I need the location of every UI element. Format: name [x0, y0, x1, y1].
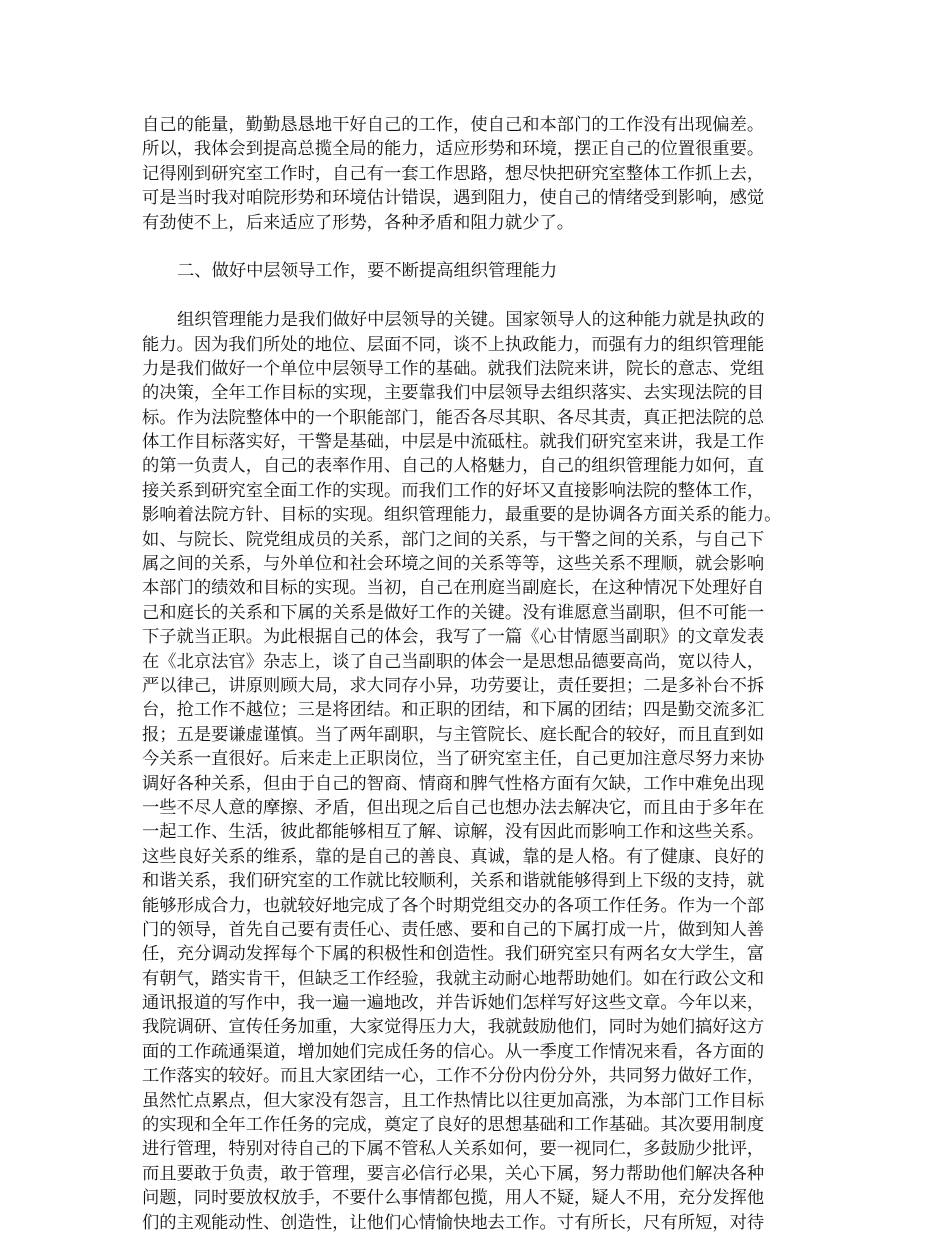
- text-line: 接关系到研究室全面工作的实现。而我们工作的好坏又直接影响法院的整体工作，: [142, 480, 765, 501]
- paragraph-gap: [142, 235, 824, 259]
- paragraph-2: [142, 308, 824, 1235]
- text-line: 进行管理，特别对待自己的下属不管私人关系如何，要一视同仁，多鼓励少批评，: [142, 1139, 765, 1160]
- text-line: 而且要敢于负责，敢于管理，要言必信行必果，关心下属，努力帮助他们解决各种: [142, 1163, 765, 1184]
- text-line: 在《北京法官》杂志上，谈了自己当副职的体会一是思想品德要高尚，宽以待人，: [142, 651, 765, 672]
- text-line: 报；五是要谦虚谨慎。当了两年副职，与主管院长、庭长配合的较好，而且直到如: [142, 724, 765, 745]
- text-line: 任，充分调动发挥每个下属的积极性和创造性。我们研究室只有两名女大学生，富: [142, 944, 765, 965]
- text-line: 通讯报道的写作中，我一遍一遍地改，并告诉她们怎样写好这些文章。今年以来，: [142, 993, 765, 1014]
- text-line: 门的领导，首先自己要有责任心、责任感、要和自己的下属打成一片，做到知人善: [142, 919, 765, 940]
- text-line: 和谐关系，我们研究室的工作就比较顺利，关系和谐就能够得到上下级的支持，就: [142, 871, 765, 892]
- text-line: 体工作目标落实好，干警是基础，中层是中流砥柱。就我们研究室来讲，我是工作: [142, 432, 765, 453]
- text-line: 今关系一直很好。后来走上正职岗位，当了研究室主任，自己更加注意尽努力来协: [142, 749, 765, 770]
- text-line: 组织管理能力是我们做好中层领导的关键。国家领导人的这种能力就是执政的: [177, 310, 765, 331]
- text-line: 我院调研、宣传任务加重，大家觉得压力大，我就鼓励他们，同时为她们搞好这方: [142, 1017, 765, 1038]
- text-line: 己和庭长的关系和下属的关系是做好工作的关键。没有谁愿意当副职，但不可能一: [142, 602, 765, 623]
- text-line: 能力。因为我们所处的地位、层面不同，谈不上执政能力，而强有力的组织管理能: [142, 334, 765, 355]
- text-line: 属之间的关系，与外单位和社会环境之间的关系等等，这些关系不理顺，就会影响: [142, 554, 765, 575]
- text-line: 有朝气，踏实肯干，但缺乏工作经验，我就主动耐心地帮助她们。如在行政公文和: [142, 968, 765, 989]
- text-line: 一些不尽人意的摩擦、矛盾，但出现之后自己也想办法去解决它，而且由于多年在: [142, 797, 765, 818]
- text-line: 这些良好关系的维系，靠的是自己的善良、真诚，靠的是人格。有了健康、良好的: [142, 846, 765, 867]
- paragraph-gap: [142, 284, 824, 308]
- text-line: 调好各种关系，但由于自己的智商、情商和脾气性格方面有欠缺，工作中难免出现: [142, 773, 765, 794]
- document-body: [142, 113, 824, 1235]
- section-heading: 二、做好中层领导工作，要不断提高组织管理能力: [177, 261, 558, 282]
- text-line: 的决策，全年工作目标的实现，主要靠我们中层领导去组织落实、去实现法院的目: [142, 383, 765, 404]
- text-line: 所以，我体会到提高总揽全局的能力，适应形势和环境，摆正自己的位置很重要。: [142, 139, 765, 160]
- text-line: 下子就当正职。为此根据自己的体会，我写了一篇《心甘情愿当副职》的文章发表: [142, 627, 765, 648]
- text-line: 自己的能量，勤勤恳恳地干好自己的工作，使自己和本部门的工作没有出现偏差。: [142, 115, 765, 135]
- text-line: 力是我们做好一个单位中层领导工作的基础。就我们法院来讲，院长的意志、党组: [142, 358, 765, 379]
- text-line: 们的主观能动性、创造性，让他们心情愉快地去工作。寸有所长，尺有所短，对待: [142, 1212, 765, 1233]
- text-line: 影响着法院方针、目标的实现。组织管理能力，最重要的是协调各方面关系的能力。: [142, 505, 782, 526]
- text-line: 工作落实的较好。而且大家团结一心，工作不分份内份分外，共同努力做好工作，: [142, 1066, 765, 1087]
- text-line: 本部门的绩效和目标的实现。当初，自己在刑庭当副庭长，在这种情况下处理好自: [142, 578, 765, 599]
- text-line: 的实现和全年工作任务的完成，奠定了良好的思想基础和工作基础。其次要用制度: [142, 1115, 765, 1136]
- text-line: 能够形成合力，也就较好地完成了各个时期党组交办的各项工作任务。作为一个部: [142, 895, 765, 916]
- text-line: 虽然忙点累点，但大家没有怨言，且工作热情比以往更加高涨，为本部门工作目标: [142, 1090, 765, 1111]
- text-line: 标。作为法院整体中的一个职能部门，能否各尽其职、各尽其责，真正把法院的总: [142, 407, 765, 428]
- text-line: 严以律己，讲原则顾大局，求大同存小异，功劳要让，责任要担；二是多补台不拆: [142, 675, 765, 696]
- text-line: 台，抢工作不越位；三是将团结。和正职的团结，和下属的团结；四是勤交流多汇: [142, 700, 765, 721]
- text-line: 如、与院长、院党组成员的关系，部门之间的关系，与干警之间的关系，与自己下: [142, 529, 765, 550]
- text-line: 记得刚到研究室工作时，自己有一套工作思路，想尽快把研究室整体工作抓上去，: [142, 163, 765, 184]
- text-line: 的第一负责人，自己的表率作用、自己的人格魅力，自己的组织管理能力如何，直: [142, 456, 765, 477]
- text-line: 可是当时我对咱院形势和环境估计错误，遇到阻力，使自己的情绪受到影响，感觉: [142, 188, 765, 209]
- text-line: 面的工作疏通渠道，增加她们完成任务的信心。从一季度工作情况来看，各方面的: [142, 1041, 765, 1062]
- text-line: 有劲使不上，后来适应了形势，各种矛盾和阻力就少了。: [142, 212, 575, 233]
- text-line: 问题，同时要放权放手，不要什么事情都包揽，用人不疑，疑人不用，充分发挥他: [142, 1188, 765, 1209]
- paragraph-1: [142, 113, 824, 235]
- text-line: 一起工作、生活，彼此都能够相互了解、谅解，没有因此而影响工作和这些关系。: [142, 822, 765, 843]
